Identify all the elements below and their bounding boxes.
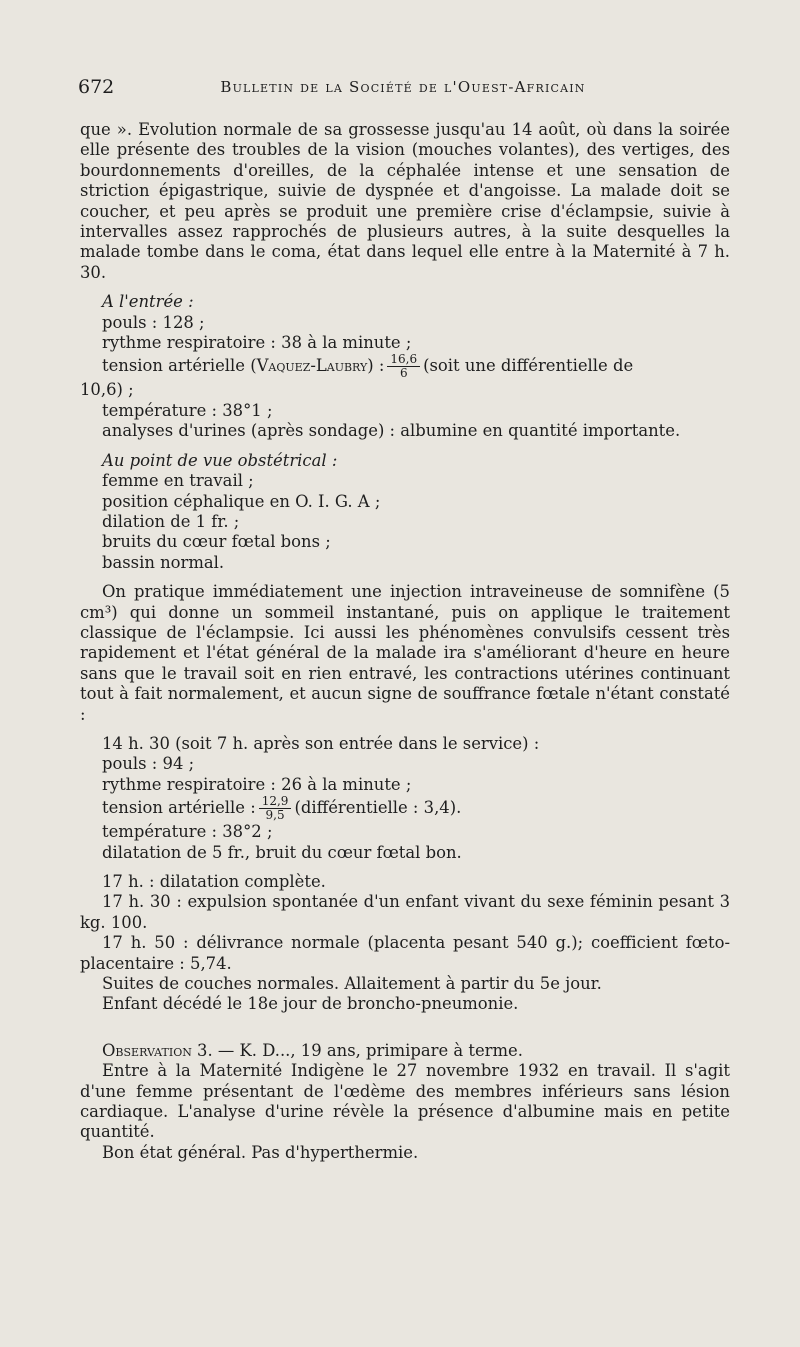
section-heading-obstetrical: Au point de vue obstétrical : [102, 450, 338, 470]
observation-label: Observation 3. [102, 1040, 213, 1060]
tension-fraction: $\frac{12,9}{9,5}$ [259, 795, 292, 822]
later-pouls: pouls : 94 ; [102, 754, 195, 774]
later-tension: tension artérielle : $\frac{12,9}{9,5}$ (différentielle : 3,4). [102, 794, 462, 823]
later-dilatation: dilatation de 5 fr., bruit du cœur fœtal bon. [102, 842, 462, 862]
running-title: Bulletin de la Société de l'Ouest-Africain [220, 78, 586, 96]
observation-last-line: Bon état général. Pas d'hyperthermie. [102, 1142, 419, 1162]
page-number: 672 [78, 76, 115, 98]
event-line: Enfant décédé le 18e jour de broncho-pneumonie. [102, 994, 519, 1014]
entree-pouls: pouls : 128 ; [102, 312, 205, 332]
entree-rythme: rythme respiratoire : 38 à la minute ; [102, 333, 412, 353]
obst-item: bassin normal. [102, 552, 225, 572]
section-heading-entree: A l'entrée : [102, 292, 194, 312]
obst-item: position céphalique en O. I. G. A ; [102, 491, 381, 511]
observation-paragraph: Entre à la Maternité Indigène le 27 novembre 1932 en travail. Il s'agit d'une femme présentant de l'œdème des membres inférieurs sans lésion cardiaque. L'analyse d'urine révèle la présence d'albumine mais en petite quantité. [80, 1061, 730, 1142]
event-line: 17 h. 30 : expulsion spontanée d'un enfant vivant du sexe féminin pesant 3 kg. 100. [80, 892, 730, 932]
entree-tension: tension artérielle (Vaquez-Laubry) : $\frac{16,6}{6}$ (soit une différentielle de [102, 352, 634, 381]
entree-temperature: température : 38°1 ; [102, 400, 273, 420]
obst-item: bruits du cœur fœtal bons ; [102, 532, 331, 552]
paragraph-treatment: On pratique immédiatement une injection intraveineuse de somnifène (5 cm³) qui donne un sommeil instantané, puis on applique le traitement classique de l'éclampsie. Ici aussi les phénomènes convulsifs cessent très rapidement et l'état général de la malade ira s'améliorant d'heure en heure sans que le travail soit en rien entravé, les contractions utérines continuant tout à fait normalement, et aucun signe de souffrance fœtale n'étant constaté : [80, 582, 730, 724]
event-line: Suites de couches normales. Allaitement à partir du 5e jour. [102, 974, 602, 994]
later-time: 14 h. 30 (soit 7 h. après son entrée dans le service) : [102, 733, 540, 753]
page-body [80, 120, 730, 1163]
event-line: 17 h. : dilatation complète. [102, 872, 326, 891]
later-temperature: température : 38°2 ; [102, 822, 273, 842]
page-header [78, 76, 728, 104]
paragraph-intro: que ». Evolution normale de sa grossesse jusqu'au 14 août, où dans la soirée elle présente des troubles de la vision (mouches volantes), des vertiges, des bourdonnements d'oreilles, de la céphalée intense et une sensation de striction épigastrique, suivie de dyspnée et d'angoisse. La malade doit se coucher, et peu après se produit une première crise d'éclampsie, suivie à intervalles assez rapprochés de plusieurs autres, à la suite desquelles la malade tombe dans le coma, état dans lequel elle entre à la Maternité à 7 h. 30. [80, 120, 730, 282]
observation-heading: Observation 3. — K. D..., 19 ans, primipare à terme. [102, 1040, 523, 1060]
author-name: Vaquez-Laubry [256, 356, 368, 376]
entree-analyses: analyses d'urines (après sondage) : albumine en quantité importante. [102, 421, 681, 441]
event-line: 17 h. 50 : délivrance normale (placenta pesant 540 g.); coefficient fœto-placentaire : 5,74. [80, 933, 730, 973]
obst-item: femme en travail ; [102, 471, 254, 491]
tension-fraction: $\frac{16,6}{6}$ [387, 353, 420, 380]
entree-tension-cont: 10,6) ; [80, 380, 134, 400]
later-rythme: rythme respiratoire : 26 à la minute ; [102, 774, 412, 794]
obst-item: dilation de 1 fr. ; [102, 511, 240, 531]
